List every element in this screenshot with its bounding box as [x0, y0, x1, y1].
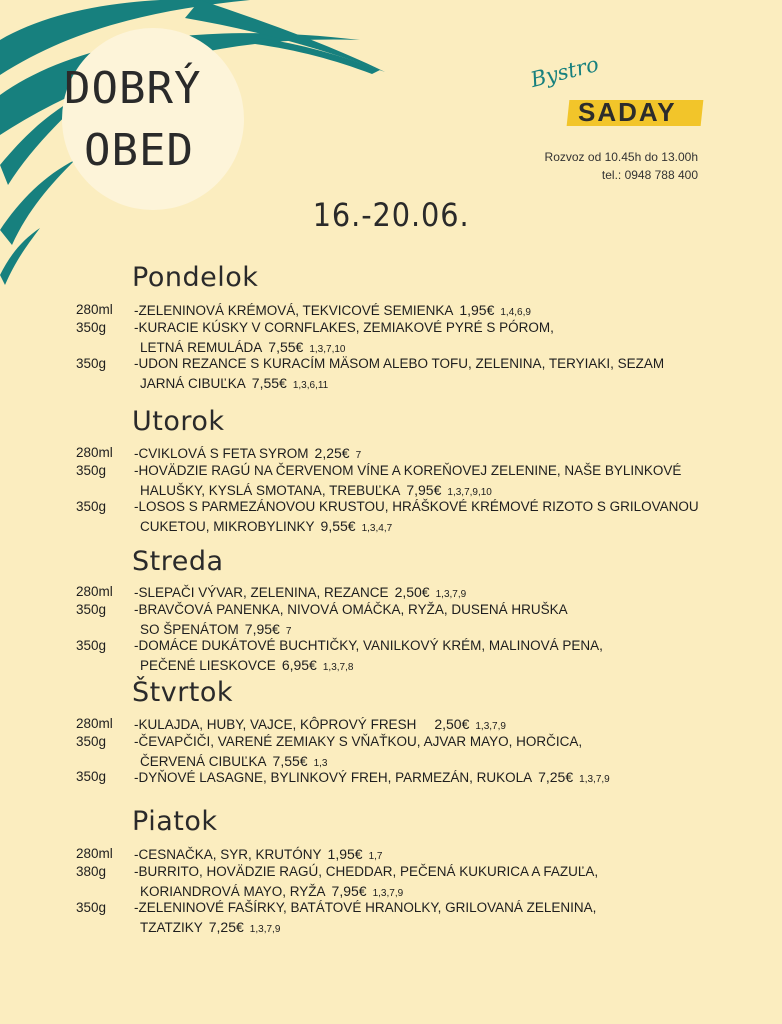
item-description — [134, 319, 554, 359]
item-portion: 350g — [76, 499, 107, 514]
title-line2: OBED — [84, 125, 194, 176]
item-line1: -KURACIE KÚSKY V CORNFLAKES, ZEMIAKOVÉ PYRÉ S PÓROM, — [134, 320, 554, 335]
item-line2: LETNÁ REMULÁDA — [140, 339, 263, 355]
item-portion: 280ml — [76, 302, 113, 317]
item-line1: -ČEVAPČIČI, VARENÉ ZEMIAKY S VŇAŤKOU, AJVAR MAYO, HORČICA, — [134, 734, 583, 749]
item-portion: 350g — [76, 463, 107, 478]
item-description — [134, 601, 568, 641]
day-heading: Piatok — [132, 806, 218, 837]
delivery-hours: Rozvoz od 10.45h do 13.00h — [544, 150, 698, 164]
item-allergens: 1,3,7,9 — [249, 923, 281, 935]
item-line1: -DYŇOVÉ LASAGNE, BYLINKOVÝ FREH, PARMEZÁN, RUKOLA — [134, 770, 533, 785]
item-allergens: 7 — [285, 625, 292, 637]
item-price: 7,55€ — [251, 374, 287, 391]
date-range-text: 16.-20.06. — [312, 196, 470, 234]
item-description — [134, 863, 598, 903]
item-line1: -DOMÁCE DUKÁTOVÉ BUCHTIČKY, VANILKOVÝ KRÉM, MALINOVÁ PENA, — [134, 638, 603, 653]
item-line2: PEČENÉ LIESKOVCE — [140, 657, 276, 673]
day-heading: Štvrtok — [132, 677, 234, 708]
item-line1: -UDON REZANCE S KURACÍM MÄSOM ALEBO TOFU, ZELENINA, TERYIAKI, SEZAM — [134, 356, 665, 371]
item-line1: -HOVÄDZIE RAGÚ NA ČERVENOM VÍNE A KOREŇOVEJ ZELENINE, NAŠE BYLINKOVÉ — [134, 463, 682, 478]
delivery-info — [545, 148, 698, 184]
item-line2: SO ŠPENÁTOM — [140, 621, 239, 637]
item-allergens: 1,3,6,11 — [292, 379, 329, 391]
item-portion: 280ml — [76, 846, 113, 861]
item-portion: 380g — [76, 864, 107, 879]
item-portion: 280ml — [76, 716, 113, 731]
item-price: 7,95€ — [331, 882, 367, 899]
delivery-phone: tel.: 0948 788 400 — [601, 168, 698, 182]
item-portion: 350g — [76, 320, 107, 335]
item-line2: CUKETOU, MIKROBYLINKY — [140, 518, 315, 534]
item-line1: -KULAJDA, HUBY, VAJCE, KÔPROVÝ FRESH — [134, 717, 417, 732]
item-description — [134, 637, 603, 677]
item-portion: 350g — [76, 602, 107, 617]
item-line2: HALUŠKY, KYSLÁ SMOTANA, TREBUĽKA — [140, 482, 401, 498]
date-range — [0, 196, 782, 234]
day-heading: Pondelok — [132, 262, 259, 293]
day-heading: Utorok — [132, 406, 225, 437]
item-price: 6,95€ — [281, 656, 317, 673]
item-description — [134, 899, 596, 939]
item-portion: 350g — [76, 356, 107, 371]
item-line2: KORIANDROVÁ MAYO, RYŽA — [140, 883, 326, 899]
item-portion: 350g — [76, 734, 107, 749]
item-price: 2,50€ — [434, 716, 470, 732]
item-description — [134, 355, 664, 395]
item-portion: 350g — [76, 638, 107, 653]
menu-title — [64, 58, 254, 182]
item-allergens: 1,3 — [313, 757, 328, 769]
item-price: 2,25€ — [314, 445, 350, 461]
item-description — [134, 462, 681, 502]
item-line1: -CVIKLOVÁ S FETA SYROM — [134, 446, 309, 461]
item-allergens: 1,4,6,9 — [500, 307, 531, 318]
item-price: 7,25€ — [538, 769, 574, 785]
logo-main-text: SADAY — [578, 97, 677, 127]
item-allergens: 1,3,7,10 — [309, 343, 346, 355]
item-portion: 280ml — [76, 584, 113, 599]
item-portion: 350g — [76, 900, 107, 915]
item-price: 7,25€ — [208, 918, 244, 935]
item-price: 7,95€ — [406, 481, 442, 498]
item-allergens: 1,3,4,7 — [361, 522, 393, 534]
item-price: 1,95€ — [459, 302, 495, 318]
item-price: 7,55€ — [268, 338, 304, 355]
title-line1: DOBRÝ — [64, 63, 202, 114]
item-line2: ČERVENÁ CIBUĽKA — [140, 753, 267, 769]
logo-top-text: Bystro — [528, 51, 602, 92]
item-description — [134, 498, 699, 538]
item-price: 7,55€ — [272, 752, 308, 769]
item-price: 2,50€ — [394, 584, 430, 600]
item-portion: 350g — [76, 769, 107, 784]
item-line1: -LOSOS S PARMEZÁNOVOU KRUSTOU, HRÁŠKOVÉ KRÉMOVÉ RIZOTO S GRILOVANOU — [134, 499, 699, 514]
item-line1: -CESNAČKA, SYR, KRUTÓNY — [134, 847, 322, 862]
item-description — [134, 733, 582, 773]
bistro-logo — [528, 51, 702, 134]
item-allergens: 1,3,7,9 — [579, 774, 610, 785]
item-portion: 280ml — [76, 445, 113, 460]
item-line1: -ZELENINOVÉ FAŠÍRKY, BATÁTOVÉ HRANOLKY, GRILOVANÁ ZELENINA, — [134, 900, 597, 915]
item-allergens: 7 — [355, 450, 362, 461]
item-line1: -ZELENINOVÁ KRÉMOVÁ, TEKVICOVÉ SEMIENKA — [134, 303, 454, 318]
item-description — [134, 768, 610, 790]
item-line1: -SLEPAČI VÝVAR, ZELENINA, REZANCE — [134, 585, 389, 600]
item-price: 7,95€ — [244, 620, 280, 637]
item-allergens: 1,3,7,9,10 — [447, 486, 492, 498]
item-allergens: 1,3,7,9 — [475, 721, 506, 732]
item-line1: -BURRITO, HOVÄDZIE RAGÚ, CHEDDAR, PEČENÁ KUKURICA A FAZUĽA, — [134, 864, 599, 879]
item-line2: JARNÁ CIBUĽKA — [140, 375, 246, 391]
item-price: 9,55€ — [320, 517, 356, 534]
day-heading: Streda — [132, 546, 224, 577]
item-price: 1,95€ — [327, 846, 363, 862]
item-allergens: 1,7 — [368, 851, 383, 862]
item-allergens: 1,3,7,9 — [435, 589, 467, 600]
item-allergens: 1,3,7,9 — [372, 887, 404, 899]
item-line1: -BRAVČOVÁ PANENKA, NIVOVÁ OMÁČKA, RYŽA, DUSENÁ HRUŠKA — [134, 602, 568, 617]
item-allergens: 1,3,7,8 — [322, 661, 354, 673]
item-line2: TZATZIKY — [140, 919, 203, 935]
